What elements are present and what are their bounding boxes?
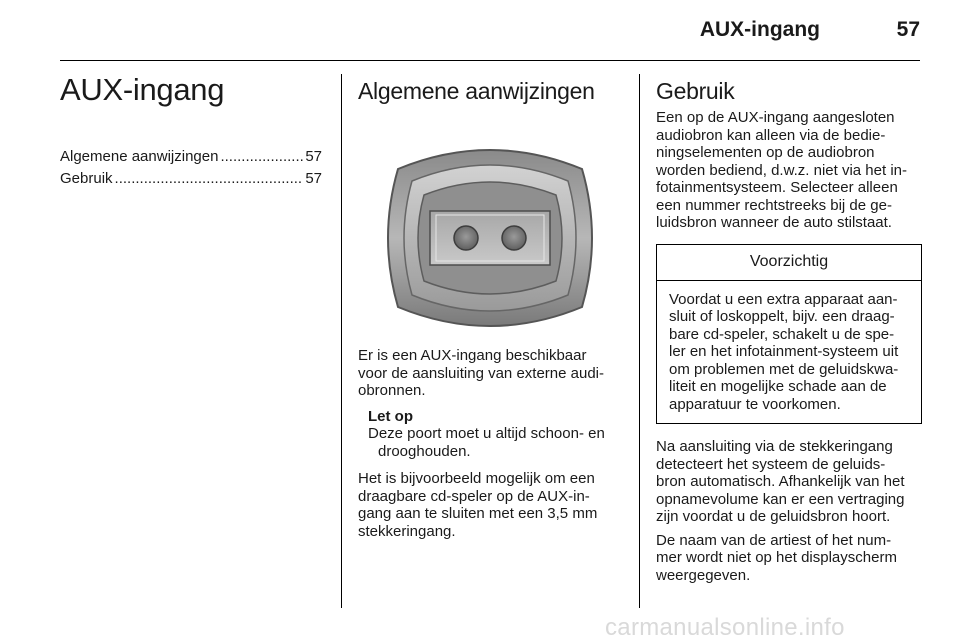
watermark: carmanualsonline.info [605,614,845,641]
caution-title: Voorzichtig [657,245,921,281]
general-example: Het is bijvoorbeeld mogelijk om een draagbare cd-speler op de AUX-in- gang aan te sluiten met een 3,5 mm stekkeringang. [358,470,598,540]
column-divider-1 [341,74,342,608]
aux-port-icon [358,129,622,347]
general-intro: Er is een AUX-ingang beschikbaar voor de aansluiting van externe audi- obronnen. [358,347,604,399]
usage-section [656,78,922,584]
toc-leader [220,146,303,168]
caution-body: Voordat u een extra apparaat aan- sluit of loskoppelt, bijv. een draag- bare cd-speler, schakelt u de spe- ler en het infotainment-systeem uit om problemen met de geluidskwa- liteit en mogelijke schade aan de apparatuur te voorkomen. [669,290,899,413]
running-title: AUX-ingang [699,18,820,41]
header-rule [60,60,920,61]
toc-entry-general[interactable] [60,146,322,168]
toc-entry-usage[interactable] [60,168,322,190]
column-divider-2 [639,74,640,608]
toc-label: Gebruik [60,170,113,187]
page-number: 57 [896,18,920,41]
toc-page: 57 [305,148,322,165]
usage-artist-info: De naam van de artiest of het num- mer wordt niet op het displayscherm weergegeven. [656,531,897,584]
toc-page: 57 [305,170,322,187]
general-section [358,78,622,540]
general-heading: Algemene aanwijzingen [358,78,595,104]
toc-label: Algemene aanwijzingen [60,148,219,165]
usage-detection: Na aansluiting via de stekkeringang detecteert het systeem de geluids- bron automatisch. Afhankelijk van het opnamevolume kan er een vertraging zijn voordat u de geluidsbron hoort. [656,438,905,525]
note-body: Deze poort moet u altijd schoon- en drooghouden. [368,425,605,460]
usage-heading: Gebruik [656,78,735,104]
chapter-title: AUX-ingang [60,72,225,107]
jack-left [454,226,478,250]
caution-box [656,244,922,425]
jack-right [502,226,526,250]
note-block [368,408,622,461]
table-of-contents [60,146,322,190]
usage-intro: Een op de AUX-ingang aangesloten audiobron kan alleen via de bedie- ningselementen op de audiobron worden bediend, d.w.z. niet via het in- fotainmentsysteem. Selecteer alleen een nummer rechtstreeks bij de ge- luidsbron wanneer de auto stilstaat. [656,109,907,231]
note-title: Let op [368,407,413,425]
chapter-sidebar [60,72,322,190]
aux-port-illustration [358,129,622,347]
toc-leader [115,168,304,190]
